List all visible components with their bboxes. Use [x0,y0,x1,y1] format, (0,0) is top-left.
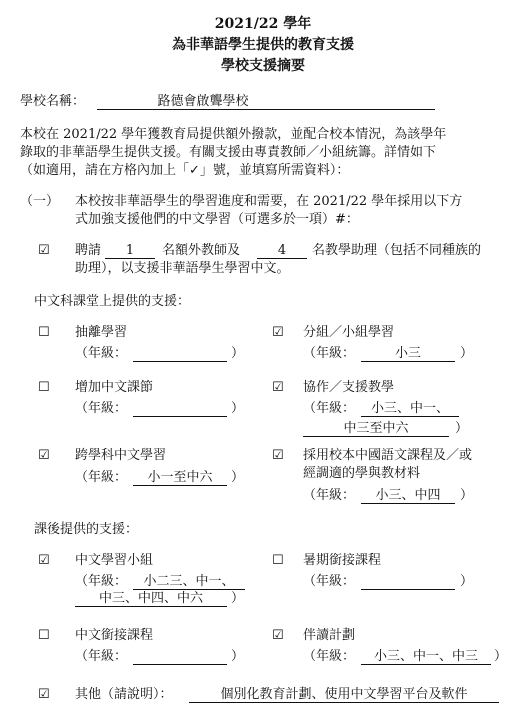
small-group-grade-close: ） [231,591,245,606]
summer-bridging-grade-field[interactable] [361,573,455,590]
cross-subject-grade-open: （年級： [75,470,128,485]
pullout-grade-field[interactable] [133,345,227,362]
small-group-label: 中文學習小組 [75,553,154,568]
summer-bridging-grade-close: ） [460,574,474,589]
small-group-grade-value-2: 中三、中四、中六 [98,591,203,606]
tick-mark-icon: ✓ [189,163,200,178]
small-group-grade-open: （年級： [75,574,128,589]
extra-lessons-grade-close: ） [231,401,245,416]
group-checkbox[interactable]: ☑ [272,325,284,340]
reading-checkbox[interactable]: ☑ [272,628,284,643]
extra-lessons-grade-open: （年級： [75,401,128,416]
curriculum-label-2: 經調適的學與教材料 [303,466,421,481]
hire-line-2: 助理），以支援非華語學生學習中文。 [75,261,290,276]
assistant-count-value: 4 [277,243,287,258]
reading-grade-value: 小三、中一、中三 [373,649,478,664]
teacher-count-value: 1 [125,243,135,258]
intro-line-2: 錄取的非華語學生提供支援。有關支援由專責教師／小組統籌。詳情如下 [20,145,437,160]
extra-lessons-grade-field[interactable] [133,400,227,417]
section-intro-line-2: 式加強支援他們的中文學習（可選多於一項）#： [75,212,359,227]
pullout-label: 抽離學習 [75,325,128,340]
group-grade-value: 小三 [394,346,421,361]
coteach-grade-field-2[interactable] [303,420,449,437]
others-checkbox[interactable]: ☑ [38,687,50,702]
reading-grade-open: （年級： [303,649,356,664]
summer-bridging-checkbox[interactable]: ☐ [272,553,284,568]
section-number: （一） [20,194,60,209]
small-group-grade-value-1: 小二三、中一、 [143,574,235,589]
extra-lessons-label: 增加中文課節 [75,380,154,395]
bridging-grade-open: （年級： [75,649,128,664]
page-title-year: 2021/22 學年 [214,16,312,32]
coteach-grade-value-1: 小三、中一、 [370,401,449,416]
reading-grade-close: ） [494,649,508,664]
small-group-grade-field-2[interactable] [75,590,227,607]
cross-subject-grade-close: ） [231,470,245,485]
summer-bridging-label: 暑期銜接課程 [303,553,382,568]
group-grade-close: ） [460,346,474,361]
after-school-support-heading: 課後提供的支援： [34,522,139,537]
cross-subject-grade-value: 小一至中六 [147,470,213,485]
group-label: 分組／小組學習 [303,325,395,340]
hire-checkbox[interactable]: ☑ [38,243,50,258]
curriculum-grade-open: （年級： [303,488,356,503]
group-grade-open: （年級： [303,346,356,361]
school-name-field[interactable] [97,93,435,110]
reading-label: 伴讀計劃 [303,628,356,643]
coteach-label: 協作／支援教學 [303,380,395,395]
section-intro-line-1: 本校按非華語學生的學習進度和需要，在 2021/22 學年採用以下方 [75,194,463,209]
cross-subject-checkbox[interactable]: ☑ [38,448,50,463]
intro-line-3a: （如適用，請在方格內加上「 [20,163,190,178]
small-group-checkbox[interactable]: ☑ [38,553,50,568]
others-detail-field[interactable] [189,686,499,703]
curriculum-grade-field[interactable] [361,487,455,504]
cross-subject-grade-field[interactable] [133,469,227,486]
others-label: 其他（請說明）： [75,687,173,702]
hire-suffix: 名教學助理（包括不同種族的 [312,243,482,258]
coteach-grade-close: ） [455,421,469,436]
curriculum-checkbox[interactable]: ☑ [272,448,284,463]
coteach-checkbox[interactable]: ☑ [272,380,284,395]
bridging-label: 中文銜接課程 [75,628,154,643]
assistant-count-field[interactable] [257,242,307,259]
hire-prefix: 聘請 [75,243,102,258]
curriculum-label-1: 採用校本中國語文課程及／或 [303,448,473,463]
curriculum-grade-value: 小三、中四 [375,488,441,503]
bridging-checkbox[interactable]: ☐ [38,628,50,643]
reading-grade-field[interactable] [361,648,491,665]
pullout-grade-close: ） [231,346,245,361]
group-grade-field[interactable] [361,345,455,362]
school-name-value: 路德會啟聾學校 [157,94,249,109]
coteach-grade-value-2: 中三至中六 [343,421,409,436]
classroom-support-heading: 中文科課堂上提供的支援： [34,294,191,309]
extra-lessons-checkbox[interactable]: ☐ [38,380,50,395]
teacher-count-field[interactable] [105,242,155,259]
coteach-grade-open: （年級： [303,401,356,416]
bridging-grade-field[interactable] [133,648,227,665]
pullout-grade-open: （年級： [75,346,128,361]
curriculum-grade-close: ） [460,488,474,503]
others-detail-value: 個別化教育計劃、使用中文學習平台及軟件 [220,687,468,702]
small-group-grade-field-1[interactable] [133,573,245,590]
cross-subject-label: 跨學科中文學習 [75,448,167,463]
page-title-main: 為非華語學生提供的教育支援 [172,37,354,53]
pullout-checkbox[interactable]: ☐ [38,325,50,340]
hire-mid: 名額外教師及 [162,243,241,258]
intro-line-3 [20,162,349,179]
bridging-grade-close: ） [231,649,245,664]
page-title-sub: 學校支援摘要 [221,58,305,74]
school-name-label: 學校名稱： [20,94,86,109]
coteach-grade-field-1[interactable] [361,400,459,417]
summer-bridging-grade-open: （年級： [303,574,356,589]
intro-line-3b: 」號，並填寫所需資料）： [199,163,350,178]
intro-line-1: 本校在 2021/22 學年獲教育局提供額外撥款，並配合校本情況，為該學年 [20,127,447,142]
